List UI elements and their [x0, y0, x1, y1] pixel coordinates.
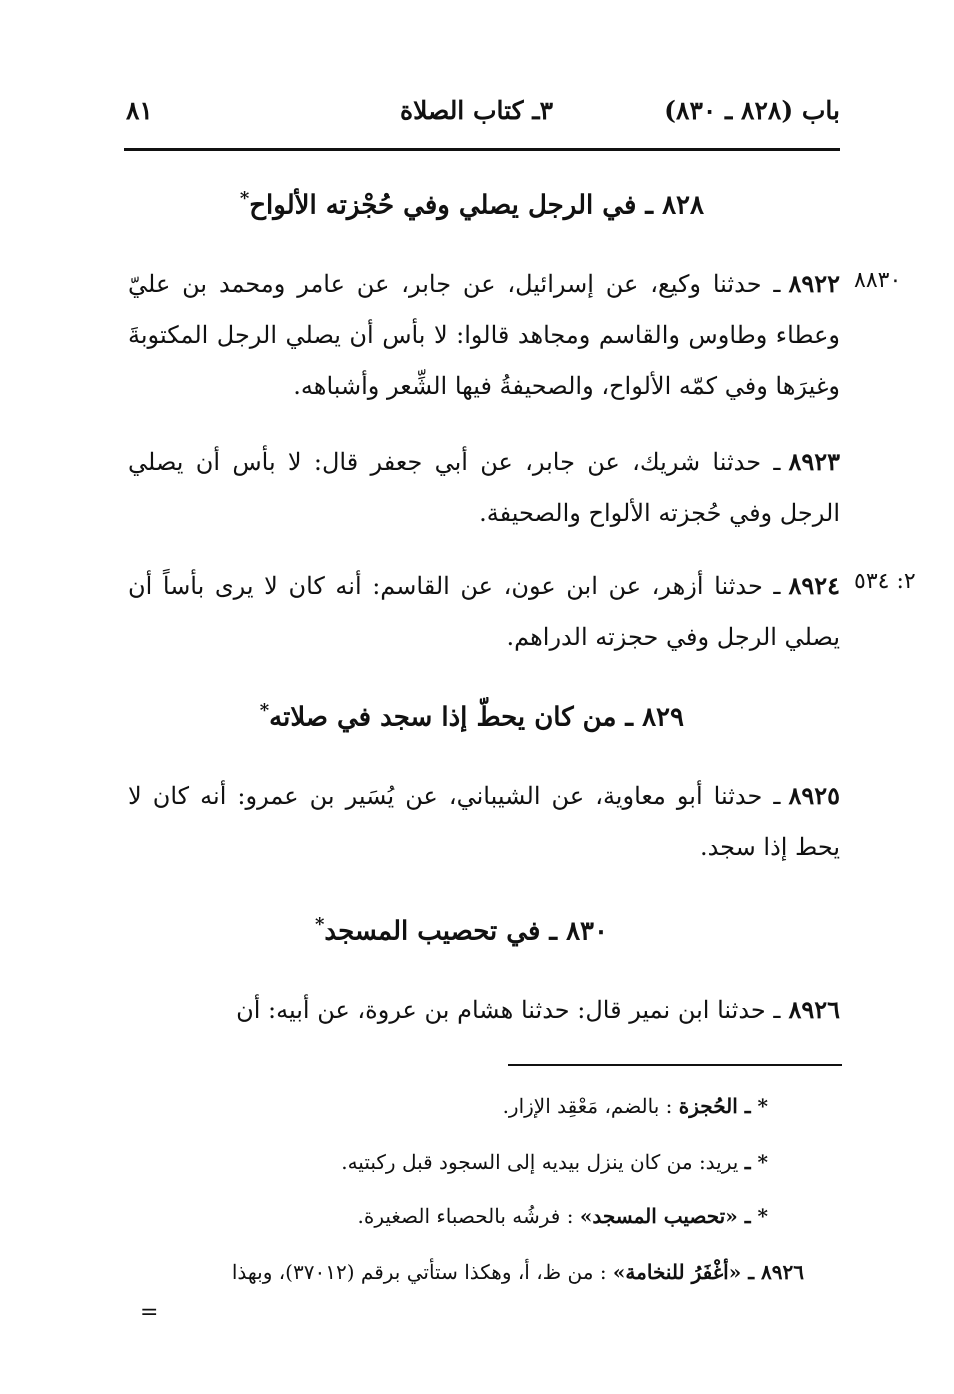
footnote-rule: [508, 1064, 842, 1066]
hadith-8926: [128, 984, 840, 1036]
section-heading-829: [260, 700, 684, 733]
section-heading-828: [240, 188, 704, 221]
footnote-8926: [114, 1260, 804, 1284]
hadith-8922: [128, 258, 840, 412]
hadith-number: ٨٩٢٥: [788, 781, 840, 810]
continuation-mark: =: [140, 1300, 159, 1325]
margin-reference: ٨٨٣٠: [854, 268, 902, 293]
footnote-text: : بالضم، مَعْقِد الإزار.: [502, 1094, 673, 1118]
hadith-8923: [128, 436, 840, 539]
footnote-text: : من ظ، أ، وهكذا ستأتي برقم (٣٧٠١٢)، وبهذا: [231, 1260, 607, 1284]
hadith-8925: [128, 770, 840, 873]
section-heading-830: [315, 914, 608, 947]
hadith-text: ـ حدثنا وكيع، عن إسرائيل، عن جابر، عن عامر ومحمد بن عليّ وعطاء وطاوس والقاسم ومجاهد قالوا: لا بأس أن يصلي الرجل المكتوبةَ وغيرَها وفي كمّه الألواح، والصحيفةُ فيها الشِّعر وأشباهه.: [128, 270, 840, 400]
hadith-text: ـ حدثنا شريك، عن جابر، عن أبي جعفر قال: لا بأس أن يصلي الرجل وفي حُجزته الألواح والصحيفة.: [128, 448, 840, 527]
footnote-lead: * ـ الحُجزة: [678, 1094, 768, 1118]
book-title: ٣ـ كتاب الصلاة: [400, 96, 554, 125]
hadith-number: ٨٩٢٢: [788, 269, 840, 298]
hadith-8924: [128, 560, 840, 663]
section-title: ٨٣٠ ـ في تحصيب المسجد: [324, 916, 608, 947]
page-number: ٨١: [126, 96, 153, 125]
footnote-text: يريد: من كان ينزل بيديه إلى السجود قبل ركبتيه.: [341, 1150, 739, 1174]
footnote-lead: * ـ: [744, 1150, 768, 1174]
hadith-text: ـ حدثنا أزهر، عن ابن عون، عن القاسم: أنه كان لا يرى بأساً أن يصلي الرجل وفي حجزته الدراهم.: [128, 572, 840, 651]
hadith-number: ٨٩٢٦: [788, 995, 840, 1024]
footnote-marker: *: [239, 188, 250, 209]
footnote-lead: * ـ «تحصيب المسجد»: [579, 1204, 768, 1228]
footnote-marker: *: [315, 914, 325, 935]
header-rule: [124, 148, 840, 151]
footnote-tahsib: [357, 1204, 768, 1228]
footnote-yahutt: [341, 1150, 768, 1174]
hadith-number: ٨٩٢٤: [788, 571, 840, 600]
chapter-range: باب (٨٢٨ ـ ٨٣٠): [664, 96, 840, 125]
hadith-text: ـ حدثنا أبو معاوية، عن الشيباني، عن يُسَير بن عمرو: أنه كان لا يحط إذا سجد.: [128, 782, 840, 861]
section-title: ٨٢٩ ـ من كان يحطّ إذا سجد في صلاته: [269, 702, 684, 733]
hadith-text: ـ حدثنا ابن نمير قال: حدثنا هشام بن عروة، عن أبيه: أن: [236, 996, 781, 1024]
running-header: [118, 96, 840, 136]
margin-reference: ٢: ٥٣٤: [854, 569, 916, 594]
footnote-text: : فرشُه بالحصباء الصغيرة.: [357, 1204, 574, 1228]
footnote-marker: *: [259, 700, 270, 721]
hadith-number: ٨٩٢٣: [788, 447, 840, 476]
section-title: ٨٢٨ ـ في الرجل يصلي وفي حُجْزته الألواح: [249, 190, 704, 221]
footnote-lead: ٨٩٢٦ ـ «أغْفَرُ للنخامة»: [612, 1260, 804, 1284]
footnote-hujza: [503, 1094, 768, 1118]
